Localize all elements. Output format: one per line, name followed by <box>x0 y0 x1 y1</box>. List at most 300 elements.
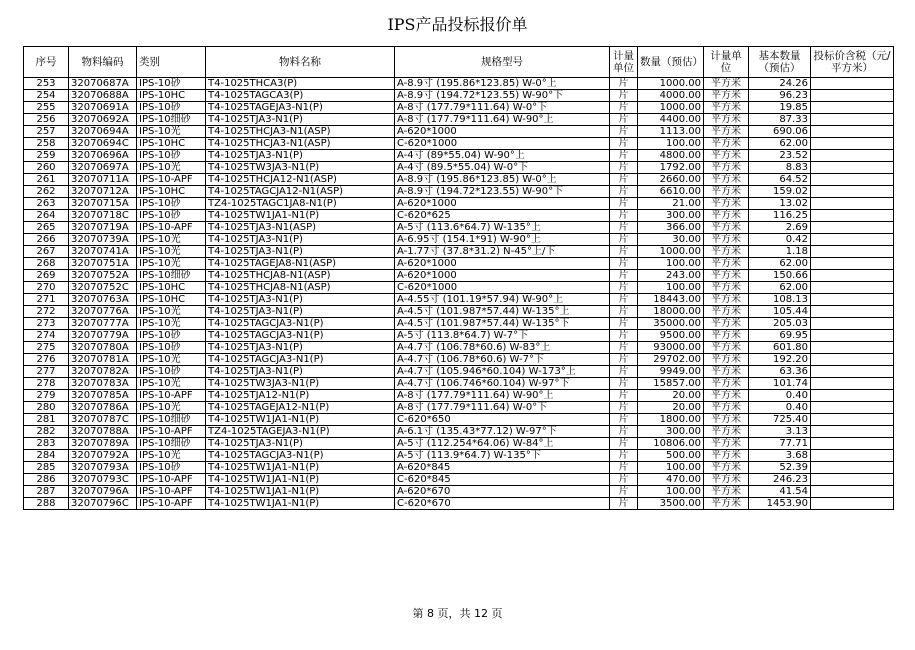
cell-unit: 片 <box>610 306 638 318</box>
cell-code: 32070781A <box>69 354 137 366</box>
cell-unit: 片 <box>610 246 638 258</box>
cell-spec: A-6.1寸 (135.43*77.12) W-97°下 <box>395 426 610 438</box>
cell-code: 32070788A <box>69 426 137 438</box>
cell-num: 285 <box>24 462 69 474</box>
cell-price <box>811 186 894 198</box>
table-row <box>24 222 894 234</box>
cell-price <box>811 462 894 474</box>
cell-category: IPS-10砂 <box>137 102 206 114</box>
cell-qty: 21.00 <box>638 198 704 210</box>
cell-num: 281 <box>24 414 69 426</box>
cell-num: 277 <box>24 366 69 378</box>
cell-base-qty: 192.20 <box>749 354 811 366</box>
cell-unit2: 平方米 <box>704 366 749 378</box>
table-row <box>24 258 894 270</box>
cell-qty: 470.00 <box>638 474 704 486</box>
cell-spec: C-620*670 <box>395 498 610 510</box>
cell-unit: 片 <box>610 198 638 210</box>
cell-base-qty: 13.02 <box>749 198 811 210</box>
cell-qty: 366.00 <box>638 222 704 234</box>
header-code: 物料编码 <box>69 47 137 78</box>
cell-spec: A-620*845 <box>395 462 610 474</box>
cell-qty: 1113.00 <box>638 126 704 138</box>
table-row <box>24 474 894 486</box>
cell-qty: 300.00 <box>638 426 704 438</box>
cell-name: TZ4-1025TAGC1JA8-N1(P) <box>206 198 395 210</box>
cell-unit2: 平方米 <box>704 90 749 102</box>
cell-name: T4-1025TW1JA1-N1(P) <box>206 486 395 498</box>
table-row <box>24 150 894 162</box>
cell-price <box>811 174 894 186</box>
cell-spec: A-4.7寸 (106.78*60.6) W-7°下 <box>395 354 610 366</box>
cell-base-qty: 3.13 <box>749 426 811 438</box>
cell-num: 271 <box>24 294 69 306</box>
cell-num: 269 <box>24 270 69 282</box>
cell-unit2: 平方米 <box>704 414 749 426</box>
cell-qty: 6610.00 <box>638 186 704 198</box>
cell-spec: A-5寸 (113.9*64.7) W-135°下 <box>395 450 610 462</box>
cell-price <box>811 438 894 450</box>
cell-unit2: 平方米 <box>704 102 749 114</box>
cell-code: 32070787C <box>69 414 137 426</box>
cell-qty: 15857.00 <box>638 378 704 390</box>
cell-num: 273 <box>24 318 69 330</box>
cell-name: T4-1025TJA3-N1(P) <box>206 234 395 246</box>
cell-unit: 片 <box>610 102 638 114</box>
cell-spec: A-8寸 (177.79*111.64) W-90°上 <box>395 114 610 126</box>
table-row <box>24 78 894 90</box>
cell-price <box>811 258 894 270</box>
cell-spec: C-620*625 <box>395 210 610 222</box>
cell-name: T4-1025THCJA3-N1(ASP) <box>206 126 395 138</box>
cell-unit2: 平方米 <box>704 126 749 138</box>
cell-qty: 4400.00 <box>638 114 704 126</box>
cell-spec: A-8寸 (177.79*111.64) W-0°下 <box>395 102 610 114</box>
cell-base-qty: 41.54 <box>749 486 811 498</box>
cell-num: 263 <box>24 198 69 210</box>
cell-category: IPS-10细砂 <box>137 270 206 282</box>
cell-name: T4-1025TJA12-N1(P) <box>206 390 395 402</box>
cell-num: 280 <box>24 402 69 414</box>
cell-unit2: 平方米 <box>704 486 749 498</box>
cell-code: 32070694A <box>69 126 137 138</box>
cell-name: T4-1025TJA3-N1(P) <box>206 366 395 378</box>
cell-category: IPS-10砂 <box>137 342 206 354</box>
table-row <box>24 438 894 450</box>
table-row <box>24 450 894 462</box>
table-row <box>24 354 894 366</box>
cell-price <box>811 270 894 282</box>
cell-num: 278 <box>24 378 69 390</box>
cell-base-qty: 77.71 <box>749 438 811 450</box>
cell-spec: A-4.5寸 (101.987*57.44) W-135°上 <box>395 306 610 318</box>
table-row <box>24 246 894 258</box>
cell-price <box>811 366 894 378</box>
cell-unit: 片 <box>610 390 638 402</box>
cell-unit2: 平方米 <box>704 402 749 414</box>
cell-spec: A-8寸 (177.79*111.64) W-0°下 <box>395 402 610 414</box>
cell-qty: 18000.00 <box>638 306 704 318</box>
cell-category: IPS-10HC <box>137 90 206 102</box>
cell-unit2: 平方米 <box>704 294 749 306</box>
header-unit2: 计量单位 <box>704 47 749 78</box>
cell-unit: 片 <box>610 126 638 138</box>
cell-base-qty: 64.52 <box>749 174 811 186</box>
cell-unit2: 平方米 <box>704 210 749 222</box>
header-unit: 计量单位 <box>610 47 638 78</box>
cell-qty: 1000.00 <box>638 246 704 258</box>
cell-price <box>811 426 894 438</box>
cell-spec: C-620*1000 <box>395 282 610 294</box>
cell-category: IPS-10-APF <box>137 174 206 186</box>
cell-qty: 100.00 <box>638 282 704 294</box>
cell-base-qty: 63.36 <box>749 366 811 378</box>
cell-price <box>811 294 894 306</box>
table-row <box>24 306 894 318</box>
table-row <box>24 498 894 510</box>
cell-price <box>811 162 894 174</box>
cell-unit: 片 <box>610 462 638 474</box>
cell-category: IPS-10细砂 <box>137 438 206 450</box>
cell-qty: 9949.00 <box>638 366 704 378</box>
cell-category: IPS-10光 <box>137 354 206 366</box>
cell-code: 32070793A <box>69 462 137 474</box>
cell-num: 272 <box>24 306 69 318</box>
cell-unit2: 平方米 <box>704 474 749 486</box>
cell-qty: 4800.00 <box>638 150 704 162</box>
cell-base-qty: 150.66 <box>749 270 811 282</box>
table-row <box>24 126 894 138</box>
cell-name: T4-1025TAGEJA8-N1(ASP) <box>206 258 395 270</box>
cell-category: IPS-10-APF <box>137 486 206 498</box>
cell-base-qty: 1.18 <box>749 246 811 258</box>
cell-code: 32070751A <box>69 258 137 270</box>
table-row <box>24 486 894 498</box>
cell-unit2: 平方米 <box>704 462 749 474</box>
cell-num: 259 <box>24 150 69 162</box>
table-row <box>24 102 894 114</box>
cell-category: IPS-10砂 <box>137 366 206 378</box>
cell-qty: 1792.00 <box>638 162 704 174</box>
cell-code: 32070692A <box>69 114 137 126</box>
header-name: 物料名称 <box>206 47 395 78</box>
cell-num: 284 <box>24 450 69 462</box>
cell-price <box>811 102 894 114</box>
cell-base-qty: 24.26 <box>749 78 811 90</box>
cell-spec: A-5寸 (112.254*64.06) W-84°上 <box>395 438 610 450</box>
cell-qty: 100.00 <box>638 462 704 474</box>
cell-unit: 片 <box>610 378 638 390</box>
cell-unit2: 平方米 <box>704 78 749 90</box>
table-row <box>24 198 894 210</box>
cell-price <box>811 114 894 126</box>
cell-num: 286 <box>24 474 69 486</box>
cell-base-qty: 23.52 <box>749 150 811 162</box>
cell-price <box>811 390 894 402</box>
cell-unit: 片 <box>610 90 638 102</box>
cell-unit2: 平方米 <box>704 354 749 366</box>
cell-unit2: 平方米 <box>704 162 749 174</box>
cell-code: 32070688A <box>69 90 137 102</box>
header-category: 类别 <box>137 47 206 78</box>
cell-code: 32070792A <box>69 450 137 462</box>
cell-unit: 片 <box>610 162 638 174</box>
cell-category: IPS-10砂 <box>137 198 206 210</box>
cell-spec: A-620*1000 <box>395 270 610 282</box>
cell-code: 32070780A <box>69 342 137 354</box>
cell-base-qty: 87.33 <box>749 114 811 126</box>
cell-spec: A-4寸 (89.5*55.04) W-0°下 <box>395 162 610 174</box>
cell-code: 32070697A <box>69 162 137 174</box>
cell-unit: 片 <box>610 294 638 306</box>
cell-base-qty: 101.74 <box>749 378 811 390</box>
cell-unit2: 平方米 <box>704 222 749 234</box>
cell-code: 32070694C <box>69 138 137 150</box>
cell-unit2: 平方米 <box>704 186 749 198</box>
header-spec: 规格型号 <box>395 47 610 78</box>
cell-unit: 片 <box>610 474 638 486</box>
cell-category: IPS-10HC <box>137 294 206 306</box>
cell-base-qty: 205.03 <box>749 318 811 330</box>
cell-name: T4-1025TW1JA1-N1(P) <box>206 414 395 426</box>
cell-num: 255 <box>24 102 69 114</box>
cell-category: IPS-10HC <box>137 282 206 294</box>
cell-unit: 片 <box>610 258 638 270</box>
cell-unit2: 平方米 <box>704 150 749 162</box>
table-row <box>24 90 894 102</box>
cell-unit: 片 <box>610 450 638 462</box>
cell-name: T4-1025TJA3-N1(P) <box>206 342 395 354</box>
cell-unit2: 平方米 <box>704 306 749 318</box>
cell-num: 258 <box>24 138 69 150</box>
cell-base-qty: 116.25 <box>749 210 811 222</box>
cell-name: T4-1025TW1JA1-N1(P) <box>206 462 395 474</box>
cell-category: IPS-10-APF <box>137 222 206 234</box>
cell-unit: 片 <box>610 114 638 126</box>
cell-unit2: 平方米 <box>704 450 749 462</box>
cell-price <box>811 198 894 210</box>
cell-category: IPS-10砂 <box>137 462 206 474</box>
cell-category: IPS-10-APF <box>137 390 206 402</box>
cell-price <box>811 282 894 294</box>
cell-code: 32070763A <box>69 294 137 306</box>
table-row <box>24 174 894 186</box>
cell-price <box>811 138 894 150</box>
cell-base-qty: 8.83 <box>749 162 811 174</box>
cell-unit: 片 <box>610 138 638 150</box>
cell-unit2: 平方米 <box>704 390 749 402</box>
cell-base-qty: 19.85 <box>749 102 811 114</box>
cell-category: IPS-10砂 <box>137 78 206 90</box>
cell-spec: A-620*1000 <box>395 126 610 138</box>
cell-price <box>811 474 894 486</box>
cell-base-qty: 246.23 <box>749 474 811 486</box>
cell-price <box>811 450 894 462</box>
cell-num: 257 <box>24 126 69 138</box>
cell-name: T4-1025TAGCJA3-N1(P) <box>206 354 395 366</box>
cell-unit2: 平方米 <box>704 318 749 330</box>
cell-spec: A-4.5寸 (101.987*57.44) W-135°下 <box>395 318 610 330</box>
cell-unit: 片 <box>610 150 638 162</box>
cell-base-qty: 725.40 <box>749 414 811 426</box>
cell-code: 32070711A <box>69 174 137 186</box>
cell-price <box>811 234 894 246</box>
cell-price <box>811 498 894 510</box>
cell-category: IPS-10光 <box>137 126 206 138</box>
cell-category: IPS-10光 <box>137 162 206 174</box>
cell-name: T4-1025TAGCJA12-N1(ASP) <box>206 186 395 198</box>
table-row <box>24 114 894 126</box>
page-footer: 第 8 页，共 12 页 <box>412 607 503 620</box>
cell-spec: A-4.7寸 (106.78*60.6) W-83°上 <box>395 342 610 354</box>
cell-num: 254 <box>24 90 69 102</box>
cell-qty: 10806.00 <box>638 438 704 450</box>
cell-num: 260 <box>24 162 69 174</box>
cell-category: IPS-10-APF <box>137 426 206 438</box>
cell-code: 32070752C <box>69 282 137 294</box>
cell-unit2: 平方米 <box>704 330 749 342</box>
cell-category: IPS-10光 <box>137 318 206 330</box>
cell-base-qty: 62.00 <box>749 258 811 270</box>
cell-name: T4-1025TW3JA3-N1(P) <box>206 378 395 390</box>
table-row <box>24 366 894 378</box>
cell-code: 32070687A <box>69 78 137 90</box>
cell-spec: A-620*1000 <box>395 198 610 210</box>
cell-qty: 30.00 <box>638 234 704 246</box>
cell-base-qty: 108.13 <box>749 294 811 306</box>
cell-price <box>811 402 894 414</box>
cell-num: 256 <box>24 114 69 126</box>
cell-unit2: 平方米 <box>704 246 749 258</box>
cell-code: 32070782A <box>69 366 137 378</box>
cell-unit: 片 <box>610 438 638 450</box>
cell-name: T4-1025TJA3-N1(ASP) <box>206 222 395 234</box>
cell-qty: 243.00 <box>638 270 704 282</box>
cell-num: 253 <box>24 78 69 90</box>
cell-num: 279 <box>24 390 69 402</box>
table-row <box>24 378 894 390</box>
cell-category: IPS-10砂 <box>137 330 206 342</box>
cell-num: 274 <box>24 330 69 342</box>
cell-spec: A-5寸 (113.8*64.7) W-7°下 <box>395 330 610 342</box>
cell-code: 32070779A <box>69 330 137 342</box>
cell-name: T4-1025TAGEJA12-N1(P) <box>206 402 395 414</box>
cell-num: 288 <box>24 498 69 510</box>
cell-name: TZ4-1025TAGEJA3-N1(P) <box>206 426 395 438</box>
cell-code: 32070719A <box>69 222 137 234</box>
cell-unit: 片 <box>610 186 638 198</box>
cell-code: 32070741A <box>69 246 137 258</box>
cell-code: 32070712A <box>69 186 137 198</box>
cell-unit2: 平方米 <box>704 258 749 270</box>
cell-num: 275 <box>24 342 69 354</box>
cell-price <box>811 150 894 162</box>
cell-name: T4-1025THCJA12-N1(ASP) <box>206 174 395 186</box>
cell-name: T4-1025TAGCJA3-N1(P) <box>206 450 395 462</box>
table-row <box>24 210 894 222</box>
cell-code: 32070696A <box>69 150 137 162</box>
header-num: 序号 <box>24 47 69 78</box>
header-qty: 数量（预估） <box>638 47 704 78</box>
cell-name: T4-1025TAGCJA3-N1(P) <box>206 318 395 330</box>
cell-price <box>811 210 894 222</box>
cell-unit2: 平方米 <box>704 498 749 510</box>
cell-qty: 100.00 <box>638 258 704 270</box>
table-row <box>24 390 894 402</box>
header-base-qty: 基本数量（预估） <box>749 47 811 78</box>
cell-unit2: 平方米 <box>704 114 749 126</box>
cell-spec: A-8.9寸 (195.86*123.85) W-0°上 <box>395 174 610 186</box>
cell-qty: 500.00 <box>638 450 704 462</box>
cell-num: 266 <box>24 234 69 246</box>
table-body <box>24 78 894 510</box>
cell-code: 32070796A <box>69 486 137 498</box>
cell-unit: 片 <box>610 318 638 330</box>
table-row <box>24 162 894 174</box>
table-row <box>24 138 894 150</box>
cell-price <box>811 78 894 90</box>
cell-category: IPS-10砂 <box>137 210 206 222</box>
cell-spec: A-4寸 (89*55.04) W-90°上 <box>395 150 610 162</box>
cell-name: T4-1025TAGEJA3-N1(P) <box>206 102 395 114</box>
cell-unit2: 平方米 <box>704 270 749 282</box>
cell-spec: C-620*1000 <box>395 138 610 150</box>
cell-spec: C-620*650 <box>395 414 610 426</box>
cell-category: IPS-10砂 <box>137 150 206 162</box>
cell-unit2: 平方米 <box>704 198 749 210</box>
cell-price <box>811 222 894 234</box>
cell-unit2: 平方米 <box>704 174 749 186</box>
cell-name: T4-1025THCJA8-N1(ASP) <box>206 282 395 294</box>
cell-spec: A-4.7寸 (106.746*60.104) W-97°下 <box>395 378 610 390</box>
table-row <box>24 426 894 438</box>
cell-name: T4-1025TAGCJA3-N1(P) <box>206 330 395 342</box>
cell-spec: A-4.55寸 (101.19*57.94) W-90°上 <box>395 294 610 306</box>
cell-name: T4-1025THCA3(P) <box>206 78 395 90</box>
cell-num: 265 <box>24 222 69 234</box>
cell-spec: A-4.7寸 (105.946*60.104) W-173°上 <box>395 366 610 378</box>
cell-num: 282 <box>24 426 69 438</box>
cell-unit: 片 <box>610 414 638 426</box>
cell-qty: 29702.00 <box>638 354 704 366</box>
cell-spec: A-8.9寸 (194.72*123.55) W-90°下 <box>395 90 610 102</box>
cell-category: IPS-10光 <box>137 234 206 246</box>
cell-base-qty: 96.23 <box>749 90 811 102</box>
cell-code: 32070789A <box>69 438 137 450</box>
cell-base-qty: 0.42 <box>749 234 811 246</box>
cell-category: IPS-10-APF <box>137 498 206 510</box>
table-row <box>24 294 894 306</box>
cell-price <box>811 246 894 258</box>
cell-price <box>811 342 894 354</box>
cell-category: IPS-10光 <box>137 402 206 414</box>
cell-price <box>811 354 894 366</box>
table-row <box>24 186 894 198</box>
table-row <box>24 402 894 414</box>
cell-name: T4-1025TJA3-N1(P) <box>206 114 395 126</box>
cell-qty: 9500.00 <box>638 330 704 342</box>
cell-num: 287 <box>24 486 69 498</box>
cell-unit2: 平方米 <box>704 426 749 438</box>
cell-category: IPS-10细砂 <box>137 114 206 126</box>
cell-code: 32070718C <box>69 210 137 222</box>
cell-price <box>811 306 894 318</box>
cell-num: 267 <box>24 246 69 258</box>
cell-category: IPS-10光 <box>137 258 206 270</box>
cell-base-qty: 105.44 <box>749 306 811 318</box>
cell-price <box>811 378 894 390</box>
table-row <box>24 234 894 246</box>
